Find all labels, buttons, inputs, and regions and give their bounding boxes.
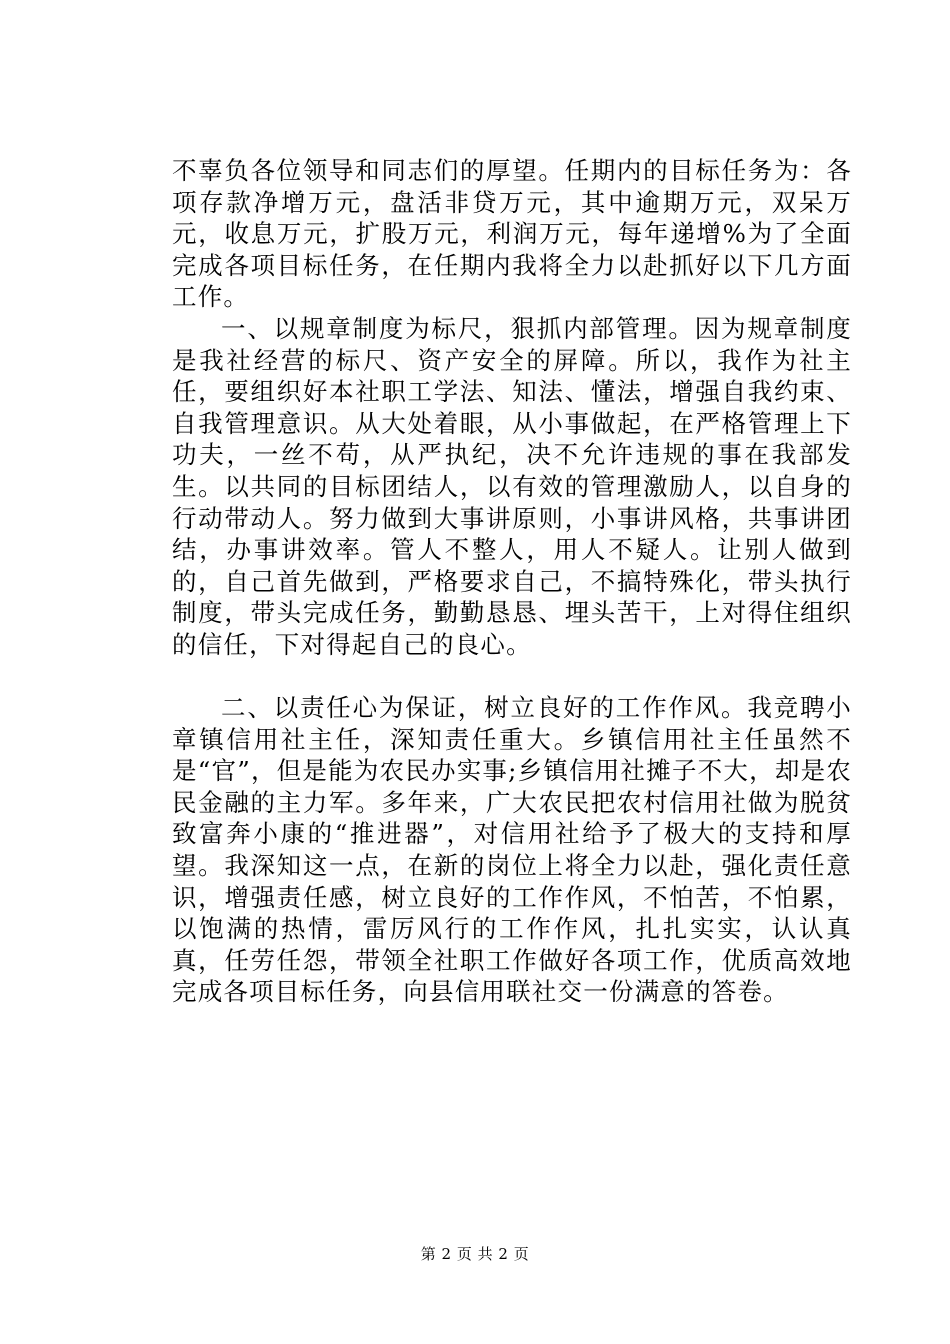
page-footer: 第 2 页 共 2 页: [420, 1245, 530, 1263]
paragraph-section-one: 一、以规章制度为标尺，狠抓内部管理。因为规章制度是我社经营的标尺、资产安全的屏障。所以，我作为社主任，要组织好本社职工学法、知法、懂法，增强自我约束、自我管理意识。从大处着眼，从小事做起，在严格管理上下功夫，一丝不苟，从严执纪，决不允许违规的事在我部发生。以共同的目标团结人，以有效的管理激励人，以自身的行动带动人。努力做到大事讲原则，小事讲风格，共事讲团结，办事讲效率。管人不整人，用人不疑人。让别人做到的，自己首先做到，严格要求自己，不搞特殊化，带头执行制度，带头完成任务，勤勤恳恳、埋头苦干，上对得住组织的信任，下对得起自己的良心。: [172, 313, 852, 659]
document-body: [172, 155, 852, 1008]
paragraph-gap: [172, 661, 852, 693]
paragraph-intro: 不辜负各位领导和同志们的厚望。任期内的目标任务为：各项存款净增万元，盘活非贷万元，其中逾期万元，双呆万元，收息万元，扩股万元，利润万元，每年递增%为了全面完成各项目标任务，在任期内我将全力以赴抓好以下几方面工作。: [172, 156, 852, 312]
paragraph-section-two: 二、以责任心为保证，树立良好的工作作风。我竞聘小章镇信用社主任，深知责任重大。乡镇信用社主任虽然不是“官”，但是能为农民办实事;乡镇信用社摊子不大，却是农民金融的主力军。多年来，广大农民把农村信用社做为脱贫致富奔小康的“推进器”，对信用社给予了极大的支持和厚望。我深知这一点，在新的岗位上将全力以赴，强化责任意识，增强责任感，树立良好的工作作风，不怕苦，不怕累，以饱满的热情，雷厉风行的工作作风，扎扎实实，认认真真，任劳任怨，带领全社职工作做好各项工作，优质高效地完成各项目标任务，向县信用联社交一份满意的答卷。: [172, 693, 852, 1007]
